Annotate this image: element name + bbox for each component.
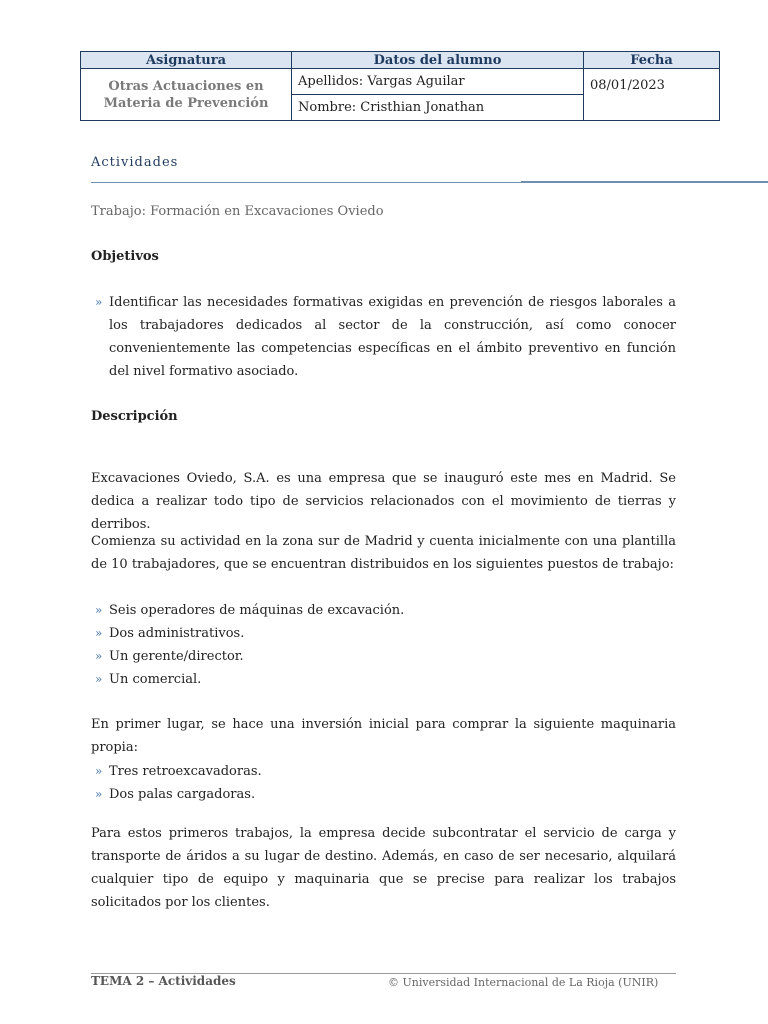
- bullet-icon: »: [95, 649, 103, 663]
- objectives-heading: Objetivos: [91, 249, 159, 264]
- list-item: » Dos administrativos.: [91, 622, 404, 645]
- description-p4: Para estos primeros trabajos, la empresa decide subcontratar el servicio de carga y transporte de áridos a su lugar de destino. Además, en caso de ser necesario, alquilará cualquier tipo de equipo y maquinaria que se precise para realizar los trabajos solicitados por los clientes.: [91, 826, 676, 910]
- surname-cell: Apellidos: Vargas Aguilar: [292, 69, 584, 95]
- header-col-date: Fecha: [584, 52, 720, 69]
- subject-line2: Materia de Prevención: [103, 95, 269, 111]
- staff-list: [91, 599, 404, 691]
- subject-line1: Otras Actuaciones en: [108, 78, 264, 94]
- list-item: » Un comercial.: [91, 668, 404, 691]
- bullet-icon: »: [95, 626, 103, 640]
- footer-right: © Universidad Internacional de La Rioja (UNIR): [388, 976, 659, 989]
- header-col-subject: Asignatura: [81, 52, 292, 69]
- machinery-list: [91, 760, 262, 806]
- subject-cell: [81, 69, 292, 121]
- list-item: » Tres retroexcavadoras.: [91, 760, 262, 783]
- bullet-icon: »: [95, 672, 103, 686]
- title-rule: [91, 182, 521, 183]
- description-p3: En primer lugar, se hace una inversión inicial para comprar la siguiente maquinaria propia:: [91, 717, 676, 755]
- description-p1: Excavaciones Oviedo, S.A. es una empresa que se inauguró este mes en Madrid. Se dedica a realizar todo tipo de servicios relacionados con el movimiento de tierras y derribos.: [91, 471, 676, 532]
- description-p2: Comienza su actividad en la zona sur de Madrid y cuenta inicialmente con una plantilla de 10 trabajadores, que se encuentran distribuidos en los siguientes puestos de trabajo:: [91, 534, 676, 572]
- objectives-item: [91, 291, 676, 383]
- list-item: » Un gerente/director.: [91, 645, 404, 668]
- bullet-icon: »: [95, 787, 103, 801]
- footer-left: TEMA 2 – Actividades: [91, 974, 236, 988]
- title-rule-extension: [521, 181, 768, 183]
- bullet-icon: »: [95, 295, 103, 309]
- bullet-icon: »: [95, 603, 103, 617]
- header-col-student: Datos del alumno: [292, 52, 584, 69]
- list-item: » Dos palas cargadoras.: [91, 783, 262, 806]
- name-cell: Nombre: Cristhian Jonathan: [292, 95, 584, 121]
- header-table: [80, 51, 720, 121]
- description-heading: Descripción: [91, 409, 178, 424]
- objectives-text: Identificar las necesidades formativas exigidas en prevención de riesgos laborales a los trabajadores dedicados al sector de la construcción, así como conocer convenientemente las competencias específicas en el ámbito preventivo en función del nivel formativo asociado.: [109, 295, 676, 379]
- list-item: » Seis operadores de máquinas de excavación.: [91, 599, 404, 622]
- date-cell: 08/01/2023: [584, 69, 720, 121]
- bullet-icon: »: [95, 764, 103, 778]
- section-title: Actividades: [91, 155, 179, 170]
- work-title: Trabajo: Formación en Excavaciones Oviedo: [91, 204, 384, 219]
